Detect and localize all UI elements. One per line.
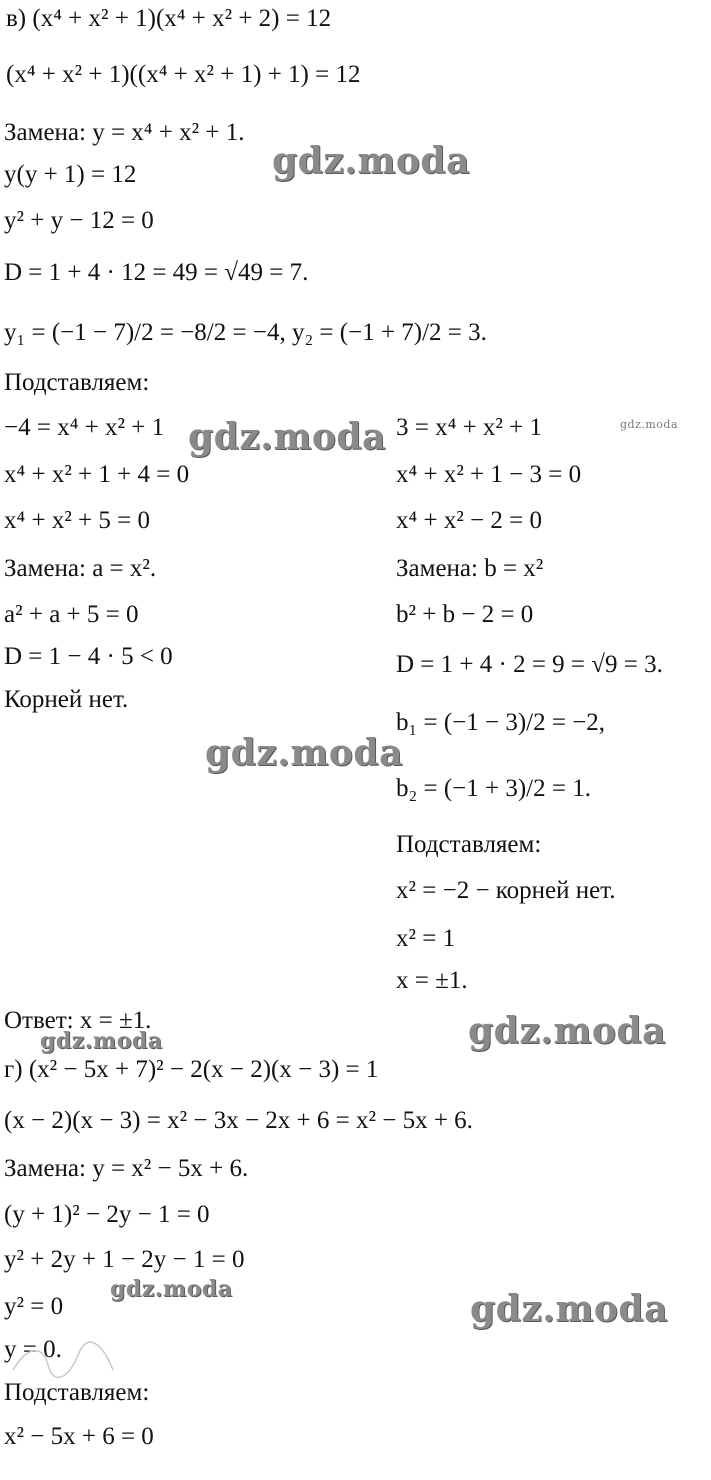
no-roots-left: Корней нет. [4, 686, 129, 713]
eq-g-expand: (x − 2)(x − 3) = x² − 3x − 2x + 6 = x² − 5x + 6. [4, 1107, 473, 1134]
case-minus4-eq: −4 = x⁴ + x² + 1 [4, 414, 165, 441]
eq-y-quadratic: y² + y − 12 = 0 [4, 207, 154, 234]
roots-y: y₁ = (−1 − 7)/2 = −8/2 = −4, y₂ = (−1 + 7)/2 = 3. [4, 319, 487, 346]
watermark: gdz.moda [620, 418, 679, 431]
case-3-step1: x⁴ + x² + 1 − 3 = 0 [396, 461, 582, 488]
watermark: gdz.moda [110, 1276, 233, 1302]
watermark: gdz.moda [470, 1288, 668, 1330]
watermark: gdz.moda [188, 416, 386, 458]
eq-g-y4: y = 0. [4, 1336, 62, 1363]
substitute-heading-2: Подставляем: [396, 831, 542, 858]
eq-g-final: x² − 5x + 6 = 0 [4, 1423, 154, 1450]
case-3-step2: x⁴ + x² − 2 = 0 [396, 507, 543, 534]
case-3-eq: 3 = x⁴ + x² + 1 [396, 414, 543, 441]
eq-g-y3: y² = 0 [4, 1293, 64, 1320]
watermark: gdz.moda [468, 1010, 666, 1052]
case-minus4-step2: x⁴ + x² + 5 = 0 [4, 507, 151, 534]
eq-v-original: в) (x⁴ + x² + 1)(x⁴ + x² + 2) = 12 [6, 5, 332, 32]
case-minus4-step1: x⁴ + x² + 1 + 4 = 0 [4, 461, 190, 488]
watermark: gdz.moda [205, 732, 403, 774]
eq-g-original: г) (x² − 5x + 7)² − 2(x − 2)(x − 3) = 1 [4, 1056, 379, 1083]
eq-g-y2: y² + 2y + 1 − 2y − 1 = 0 [4, 1246, 245, 1273]
substitution-y: Замена: y = x⁴ + x² + 1. [4, 119, 245, 146]
eq-b-quadratic: b² + b − 2 = 0 [396, 601, 534, 628]
watermark: gdz.moda [40, 1028, 163, 1054]
x-squared-minus2: x² = −2 − корней нет. [396, 877, 616, 904]
discriminant-a: D = 1 − 4 · 5 < 0 [4, 643, 173, 670]
x-squared-1: x² = 1 [396, 925, 456, 952]
substitution-b: Замена: b = x² [396, 555, 544, 582]
watermark: gdz.moda [272, 140, 470, 182]
eq-g-y1: (y + 1)² − 2y − 1 = 0 [4, 1201, 210, 1228]
substitute-heading-1: Подставляем: [4, 369, 150, 396]
discriminant-b: D = 1 + 4 · 2 = 9 = √9 = 3. [396, 651, 663, 678]
answer-v: Ответ: x = ±1. [4, 1007, 152, 1034]
x-plus-minus-1: x = ±1. [396, 967, 468, 994]
eq-a-quadratic: a² + a + 5 = 0 [4, 601, 139, 628]
root-b1: b₁ = (−1 − 3)/2 = −2, [396, 709, 606, 736]
root-b2: b₂ = (−1 + 3)/2 = 1. [396, 775, 591, 802]
scribble-mark [8, 1340, 118, 1380]
discriminant-y: D = 1 + 4 · 12 = 49 = √49 = 7. [4, 259, 309, 286]
substitution-a: Замена: a = x². [4, 555, 157, 582]
eq-y-product: y(y + 1) = 12 [4, 161, 137, 188]
eq-v-rewritten: (x⁴ + x² + 1)((x⁴ + x² + 1) + 1) = 12 [6, 61, 361, 88]
substitution-y-g: Замена: y = x² − 5x + 6. [4, 1155, 249, 1182]
substitute-heading-3: Подставляем: [4, 1379, 150, 1406]
